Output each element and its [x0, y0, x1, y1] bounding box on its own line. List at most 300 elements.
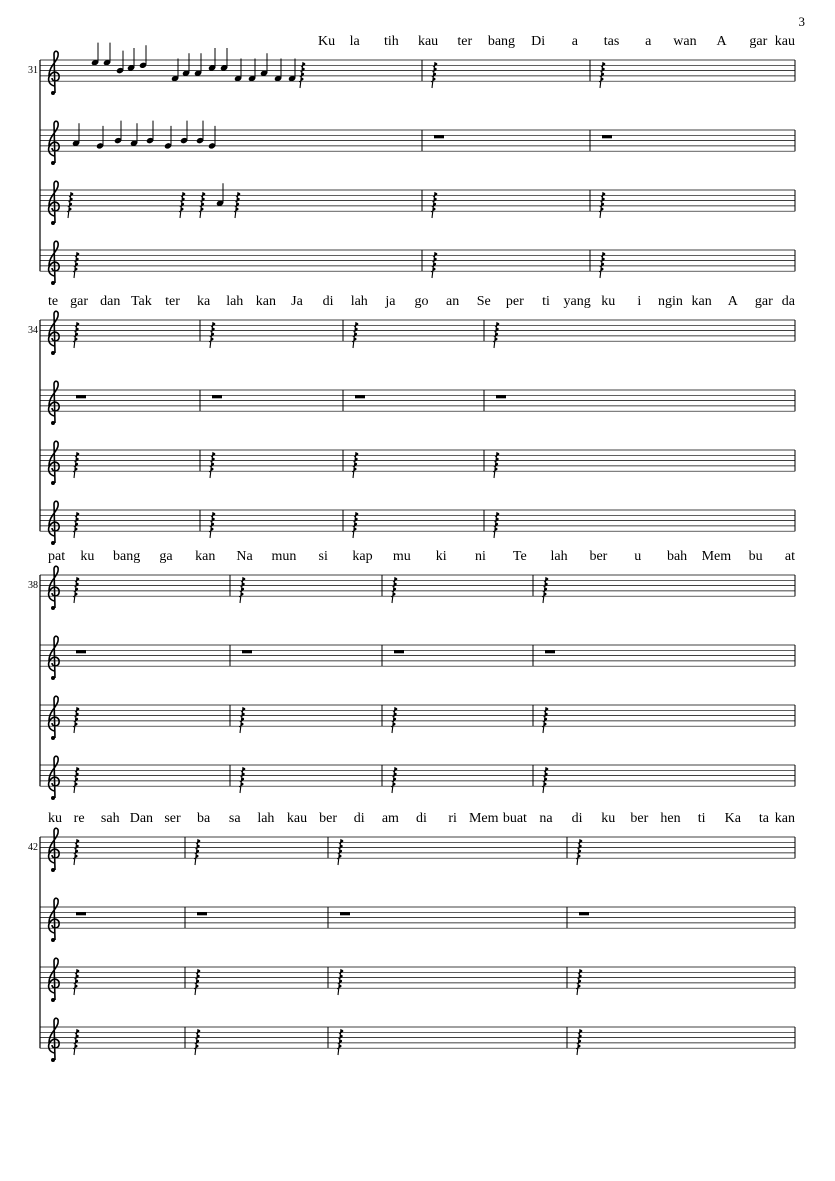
rest-flag [76, 463, 79, 466]
lyric-syllable: tas [603, 34, 620, 49]
rest-flag [434, 258, 437, 261]
treble-clef [49, 636, 60, 678]
rest-flag [354, 468, 357, 471]
treble-clef-dot [51, 1058, 55, 1062]
lyric-syllable: ja [385, 294, 396, 309]
rest-flag [243, 768, 246, 771]
lyrics-line [48, 811, 795, 826]
rest-flag [75, 338, 78, 341]
treble-clef-dot [51, 221, 55, 225]
lyric-syllable: la [349, 34, 360, 49]
treble-clef [49, 381, 60, 423]
rest-flag [212, 333, 215, 336]
whole-rest [496, 395, 506, 398]
rest-flag [70, 198, 73, 201]
rest-flag [198, 840, 201, 843]
rest-flag [393, 593, 396, 596]
lyrics-line [48, 549, 795, 564]
rest-flag [77, 453, 80, 456]
rest-flag [241, 783, 244, 786]
lyric-syllable: da [781, 294, 795, 309]
system-4 [28, 811, 795, 1062]
treble-clef [49, 121, 60, 163]
staff-3 [40, 958, 795, 1002]
lyric-syllable: kau [774, 34, 795, 49]
rest-flag [434, 68, 437, 71]
rest-flag [198, 970, 201, 973]
lyric-syllable: ber [589, 549, 608, 564]
treble-clef [49, 958, 60, 1000]
lyric-syllable: bang [113, 549, 141, 564]
rest-flag [77, 253, 80, 256]
rest-flag [339, 985, 342, 988]
system-2 [28, 294, 796, 545]
rest-flag [76, 718, 79, 721]
rest-flag [546, 708, 549, 711]
rest-flag [603, 63, 606, 66]
page-number: 3 [798, 14, 805, 29]
rest-flag [433, 78, 436, 81]
rest-flag [578, 1045, 581, 1048]
lyric-syllable: kan [691, 294, 712, 309]
lyric-syllable: Se [476, 294, 491, 309]
rest-flag [243, 578, 246, 581]
measure-number: 31 [28, 65, 38, 76]
lyric-syllable: buat [502, 811, 527, 826]
rest-flag [434, 203, 437, 206]
rest-flag [301, 78, 304, 81]
whole-rest [602, 135, 612, 138]
rest-flag [76, 588, 79, 591]
rest-flag [75, 783, 78, 786]
lyric-syllable: gar [749, 34, 768, 49]
rest-flag [497, 513, 500, 516]
rest-flag [198, 1030, 201, 1033]
lyric-syllable: ti [542, 294, 550, 309]
lyric-syllable: ter [457, 34, 473, 49]
lyric-syllable: dan [100, 294, 121, 309]
rest-flag [601, 208, 604, 211]
rest-flag [546, 768, 549, 771]
rest-flag [339, 1045, 342, 1048]
staff-1 [40, 311, 795, 355]
measure-number: 34 [28, 325, 38, 336]
staff-2 [40, 636, 795, 680]
treble-clef-dot [51, 91, 55, 95]
rest-flag [434, 73, 437, 76]
rest-flag [212, 463, 215, 466]
rest-flag [546, 578, 549, 581]
lyric-syllable: ter [165, 294, 180, 309]
rest-flag [603, 193, 606, 196]
rest-flag [211, 468, 214, 471]
treble-clef [49, 441, 60, 483]
rest-flag [76, 850, 79, 853]
lyric-syllable: kan [195, 549, 216, 564]
lyric-syllable: ku [48, 811, 62, 826]
staff-3 [40, 181, 795, 225]
lyric-syllable: lah [350, 294, 368, 309]
rest-flag [77, 970, 80, 973]
system-1 [28, 34, 795, 285]
treble-clef-dot [51, 421, 55, 425]
measure-number: 38 [28, 580, 38, 591]
rest-flag [545, 778, 548, 781]
whole-rest [76, 912, 86, 915]
lyric-syllable: Ja [291, 294, 303, 309]
rest-flag [211, 528, 214, 531]
rest-flag [355, 458, 358, 461]
rest-flag [197, 1035, 200, 1038]
lyric-syllable: di [571, 811, 583, 826]
rest-flag [579, 980, 582, 983]
rest-flag [601, 268, 604, 271]
rest-flag [435, 193, 438, 196]
rest-flag [578, 985, 581, 988]
lyric-syllable: ki [435, 549, 447, 564]
lyric-syllable: di [322, 294, 334, 309]
treble-clef [49, 898, 60, 940]
treble-clef [49, 696, 60, 738]
lyric-syllable: bah [666, 549, 688, 564]
rest-flag [580, 840, 583, 843]
rest-flag [579, 1040, 582, 1043]
rest-flag [76, 778, 79, 781]
rest-flag [355, 463, 358, 466]
rest-flag [75, 985, 78, 988]
rest-flag [393, 783, 396, 786]
treble-clef [49, 756, 60, 798]
lyric-syllable: ga [159, 549, 173, 564]
whole-rest [340, 912, 350, 915]
staff-2 [40, 898, 795, 942]
rest-flag [76, 1040, 79, 1043]
rest-flag [203, 193, 206, 196]
rest-flag [435, 253, 438, 256]
rest-flag [579, 1035, 582, 1038]
lyric-syllable: Mem [468, 811, 499, 826]
rest-flag [76, 845, 79, 848]
rest-flag [70, 203, 73, 206]
rest-flag [355, 328, 358, 331]
treble-clef-dot [51, 481, 55, 485]
lyric-syllable: kan [774, 811, 795, 826]
rest-flag [302, 68, 305, 71]
lyric-syllable: na [539, 811, 553, 826]
rest-flag [76, 518, 79, 521]
rest-flag [341, 840, 344, 843]
rest-flag [395, 578, 398, 581]
rest-flag [75, 855, 78, 858]
rest-flag [340, 975, 343, 978]
treble-clef [49, 566, 60, 608]
rest-flag [242, 718, 245, 721]
treble-clef-dot [51, 541, 55, 545]
rest-flag [241, 723, 244, 726]
rest-flag [355, 333, 358, 336]
rest-flag [197, 980, 200, 983]
rest-flag [545, 773, 548, 776]
lyric-syllable: gar [70, 294, 89, 309]
rest-flag [302, 73, 305, 76]
rest-flag [238, 193, 241, 196]
whole-rest [76, 395, 86, 398]
rest-flag [434, 263, 437, 266]
lyric-syllable: kau [286, 811, 308, 826]
whole-rest [355, 395, 365, 398]
rest-flag [202, 203, 205, 206]
lyric-syllable: lah [226, 294, 244, 309]
rest-flag [435, 63, 438, 66]
rest-flag [196, 1045, 199, 1048]
treble-clef-dot [51, 161, 55, 165]
rest-flag [580, 1030, 583, 1033]
rest-flag [76, 1035, 79, 1038]
treble-clef-dot [51, 676, 55, 680]
rest-flag [544, 783, 547, 786]
rest-flag [603, 253, 606, 256]
lyric-syllable: ta [758, 811, 769, 826]
rest-flag [197, 975, 200, 978]
rest-flag [77, 768, 80, 771]
whole-rest [212, 395, 222, 398]
lyric-syllable: A [716, 34, 727, 49]
lyric-syllable: ber [630, 811, 649, 826]
rest-flag [212, 518, 215, 521]
lyric-syllable: ku [601, 811, 616, 826]
lyric-syllable: ber [319, 811, 338, 826]
lyric-syllable: kan [255, 294, 276, 309]
rest-flag [211, 338, 214, 341]
rest-flag [183, 193, 186, 196]
system-3 [28, 549, 795, 800]
lyric-syllable: gar [754, 294, 773, 309]
lyric-syllable: go [414, 294, 429, 309]
lyric-syllable: Na [236, 549, 253, 564]
rest-flag [77, 708, 80, 711]
rest-flag [356, 323, 359, 326]
rest-flag [340, 850, 343, 853]
rest-flag [75, 528, 78, 531]
rest-flag [395, 708, 398, 711]
lyric-syllable: A [727, 294, 738, 309]
rest-flag [394, 778, 397, 781]
rest-flag [76, 583, 79, 586]
rest-flag [76, 458, 79, 461]
lyric-syllable: u [634, 549, 642, 564]
rest-flag [394, 588, 397, 591]
rest-flag [76, 328, 79, 331]
rest-flag [354, 338, 357, 341]
staff-1 [40, 566, 795, 610]
rest-flag [196, 855, 199, 858]
rest-flag [76, 713, 79, 716]
rest-flag [340, 1040, 343, 1043]
lyric-syllable: lah [550, 549, 568, 564]
rest-flag [75, 468, 78, 471]
lyric-syllable: sah [100, 811, 120, 826]
rest-flag [77, 513, 80, 516]
rest-flag [496, 458, 499, 461]
treble-clef [49, 241, 60, 283]
rest-flag [496, 523, 499, 526]
lyric-syllable: ba [197, 811, 211, 826]
lyric-syllable: di [353, 811, 365, 826]
rest-flag [340, 1035, 343, 1038]
rest-flag [496, 463, 499, 466]
whole-rest [394, 650, 404, 653]
lyric-syllable: per [505, 294, 524, 309]
rest-flag [496, 333, 499, 336]
rest-flag [241, 593, 244, 596]
rest-flag [197, 850, 200, 853]
whole-rest [434, 135, 444, 138]
rest-flag [76, 975, 79, 978]
treble-clef-dot [51, 998, 55, 1002]
lyrics-line [318, 34, 795, 49]
rest-flag [355, 518, 358, 521]
lyric-syllable: at [784, 549, 795, 564]
rest-flag [242, 713, 245, 716]
rest-flag [433, 208, 436, 211]
rest-flag [197, 845, 200, 848]
rest-flag [340, 845, 343, 848]
rest-flag [495, 338, 498, 341]
rest-flag [579, 845, 582, 848]
rest-flag [602, 198, 605, 201]
rest-flag [213, 453, 216, 456]
rest-flag [242, 778, 245, 781]
rest-flag [544, 723, 547, 726]
rest-flag [75, 723, 78, 726]
treble-clef-dot [51, 736, 55, 740]
lyric-syllable: ka [197, 294, 211, 309]
treble-clef-dot [51, 796, 55, 800]
lyric-syllable: Ku [318, 34, 336, 49]
rest-flag [71, 193, 74, 196]
rest-flag [545, 713, 548, 716]
rest-flag [602, 258, 605, 261]
rest-flag [197, 1040, 200, 1043]
lyric-syllable: sa [228, 811, 241, 826]
treble-clef-dot [51, 351, 55, 355]
rest-flag [356, 453, 359, 456]
rest-flag [545, 583, 548, 586]
staff-4 [40, 241, 795, 285]
rest-flag [237, 203, 240, 206]
rest-flag [243, 708, 246, 711]
treble-clef-dot [51, 868, 55, 872]
rest-flag [545, 588, 548, 591]
rest-flag [76, 773, 79, 776]
rest-flag [544, 593, 547, 596]
rest-flag [181, 208, 184, 211]
lyric-syllable: ti [697, 811, 706, 826]
rest-flag [237, 198, 240, 201]
rest-flag [77, 840, 80, 843]
rest-flag [75, 593, 78, 596]
lyric-syllable: pat [48, 549, 66, 564]
rest-flag [602, 68, 605, 71]
lyric-syllable: bang [487, 34, 516, 49]
lyric-syllable: di [416, 811, 427, 826]
rest-flag [602, 263, 605, 266]
lyric-syllable: ku [601, 294, 616, 309]
lyric-syllable: hen [660, 811, 681, 826]
staff-3 [40, 441, 795, 485]
treble-clef [49, 51, 60, 93]
lyric-syllable: ku [80, 549, 95, 564]
rest-flag [202, 198, 205, 201]
treble-clef-dot [51, 606, 55, 610]
lyric-syllable: a [645, 34, 652, 49]
rest-flag [602, 73, 605, 76]
staff-2 [40, 121, 795, 165]
treble-clef [49, 828, 60, 870]
rest-flag [242, 583, 245, 586]
rest-flag [580, 970, 583, 973]
rest-flag [196, 985, 199, 988]
lyric-syllable: ngin [658, 294, 683, 309]
rest-flag [212, 458, 215, 461]
rest-flag [496, 518, 499, 521]
whole-rest [579, 912, 589, 915]
rest-flag [355, 523, 358, 526]
lyric-syllable: Tak [130, 294, 152, 309]
treble-clef-dot [51, 938, 55, 942]
lyric-syllable: i [637, 294, 642, 309]
staff-2 [40, 381, 795, 425]
rest-flag [394, 773, 397, 776]
lyric-syllable: tih [383, 34, 399, 49]
lyric-syllable: kap [352, 549, 373, 564]
rest-flag [212, 523, 215, 526]
staff-4 [40, 501, 795, 545]
staff-4 [40, 756, 795, 800]
rest-flag [394, 713, 397, 716]
lyric-syllable: ser [164, 811, 181, 826]
rest-flag [182, 203, 185, 206]
rest-flag [236, 208, 239, 211]
rest-flag [395, 768, 398, 771]
lyric-syllable: am [381, 811, 399, 826]
rest-flag [393, 723, 396, 726]
rest-flag [394, 583, 397, 586]
whole-rest [76, 650, 86, 653]
rest-flag [602, 203, 605, 206]
rest-flag [182, 198, 185, 201]
rest-flag [341, 1030, 344, 1033]
staff-1 [40, 828, 795, 872]
rest-flag [601, 78, 604, 81]
lyric-syllable: lah [257, 811, 275, 826]
staff-1 [40, 43, 795, 95]
lyrics-line [48, 294, 796, 309]
staff-3 [40, 696, 795, 740]
rest-flag [75, 1045, 78, 1048]
rest-flag [77, 323, 80, 326]
whole-rest [545, 650, 555, 653]
rest-flag [212, 328, 215, 331]
rest-flag [578, 855, 581, 858]
treble-clef-dot [51, 281, 55, 285]
treble-clef [49, 311, 60, 353]
lyric-syllable: si [318, 549, 328, 564]
whole-rest [197, 912, 207, 915]
treble-clef [49, 181, 60, 223]
rest-flag [356, 513, 359, 516]
rest-flag [354, 528, 357, 531]
